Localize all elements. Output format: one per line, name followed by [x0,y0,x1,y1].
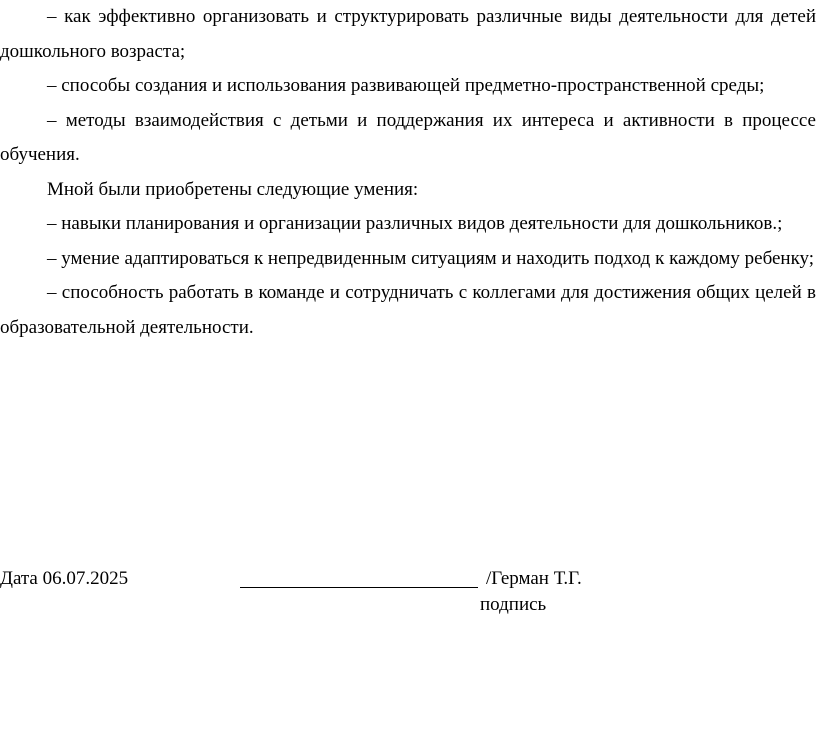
list-item-teamwork-skills: – способность работать в команде и сотрудничать с коллегами для достижения общих целей в образовательной деятельности. [0,282,816,338]
signature-row [0,565,816,595]
document-body [0,0,816,345]
list-item-planning-skills: – навыки планирования и организации различных видов деятельности для дошкольников.; [47,213,783,234]
signature-line [240,587,478,588]
signer-name: /Герман Т.Г. [486,568,582,589]
date-label: Дата 06.07.2025 [0,568,129,589]
list-item-organize-activities: – как эффективно организовать и структурировать различные виды деятельности для детей дошкольного возраста; [0,6,816,62]
list-item-adaptation-skills: – умение адаптироваться к непредвиденным ситуациям и находить подход к каждому ребенку; [47,247,815,269]
skills-heading: Мной были приобретены следующие умения: [47,178,419,200]
signature-caption: подпись [480,594,547,615]
list-item-environment-methods: – способы создания и использования развивающей предметно-пространственной среды; [47,75,765,96]
list-item-interaction-methods: – методы взаимодействия с детьми и поддержания их интереса и активности в процессе обучения. [0,109,816,165]
